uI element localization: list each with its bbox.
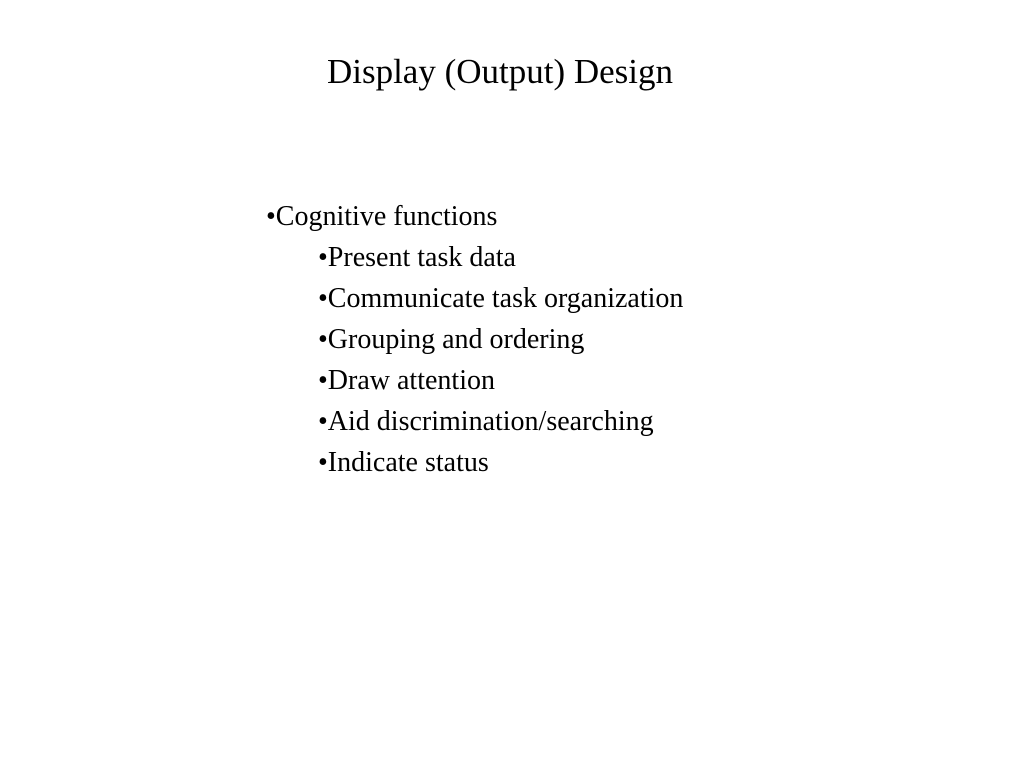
bullet-item-present-task-data: •Present task data bbox=[318, 242, 516, 273]
bullet-item-grouping-and-ordering: •Grouping and ordering bbox=[318, 324, 585, 355]
bullet-item-aid-discrimination: •Aid discrimination/searching bbox=[318, 406, 654, 437]
bullet-item-communicate-task-organization: •Communicate task organization bbox=[318, 283, 684, 314]
bullet-item-cognitive-functions: •Cognitive functions bbox=[266, 201, 498, 232]
slide-title: Display (Output) Design bbox=[326, 52, 674, 91]
bullet-item-indicate-status: •Indicate status bbox=[318, 447, 489, 478]
bullet-item-draw-attention: •Draw attention bbox=[318, 365, 495, 396]
bullet-list bbox=[266, 196, 683, 483]
